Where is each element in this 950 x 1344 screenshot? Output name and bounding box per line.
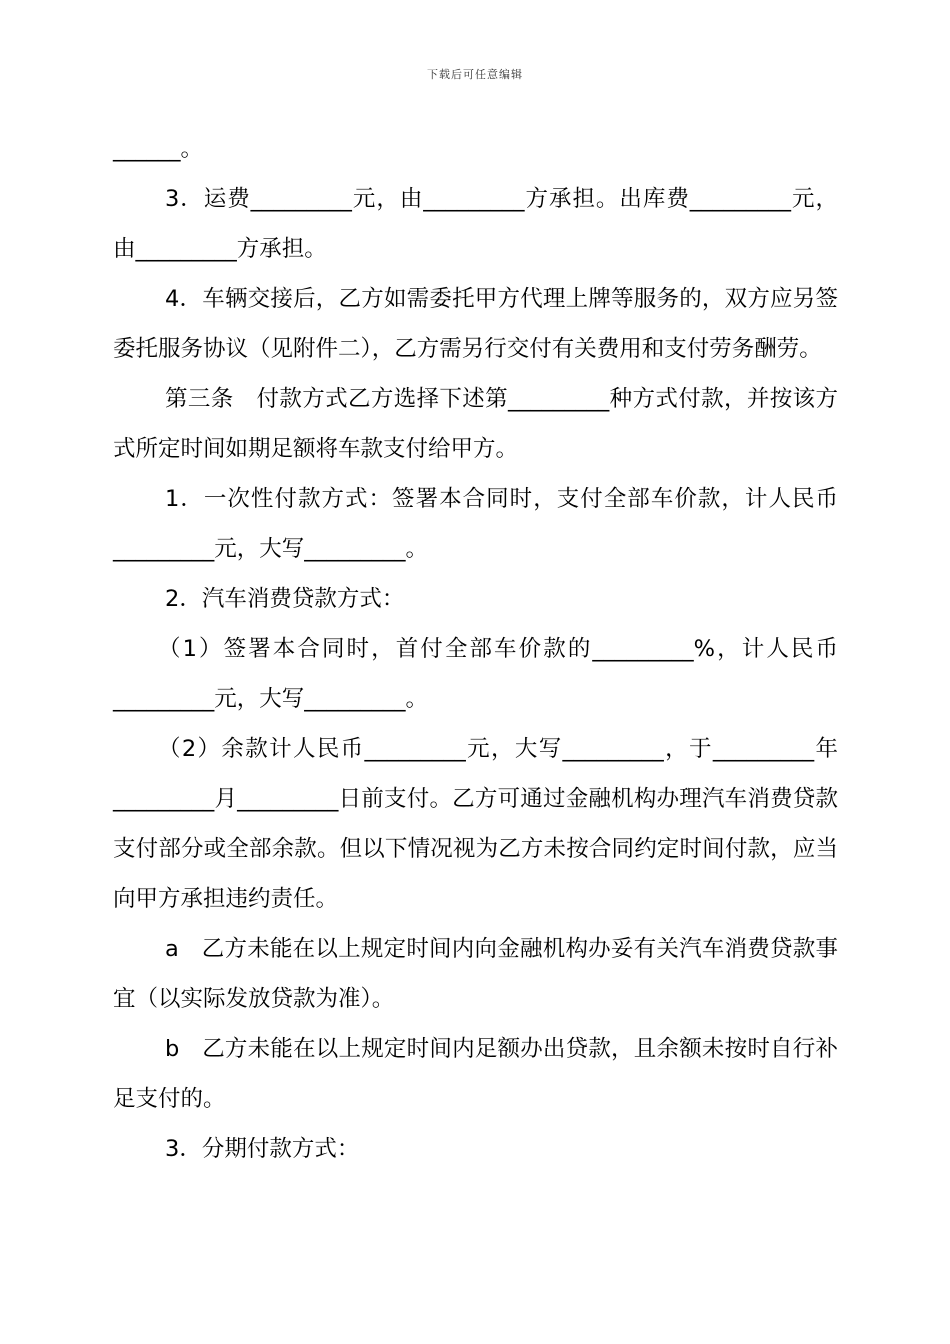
paragraph-item-b: b 乙方未能在以上规定时间内足额办出贷款，且余额未按时自行补足支付的。 xyxy=(113,1036,838,1112)
paragraph-item-a: a 乙方未能在以上规定时间内向金融机构办妥有关汽车消费贷款事宜（以实际发放贷款为准）。 xyxy=(113,936,838,1012)
paragraph-blank-continuation: ______。 xyxy=(113,136,204,162)
paragraph-installment: 3．分期付款方式： xyxy=(165,1136,360,1162)
paragraph-shipping-fee: 3．运费_________元，由_________方承担。出库费_________元，由_________方承担。 xyxy=(113,186,838,262)
paragraph-vehicle-handover: 4．车辆交接后，乙方如需委托甲方代理上牌等服务的，双方应另签委托服务协议（见附件二），乙方需另行交付有关费用和支付劳务酬劳。 xyxy=(113,286,838,362)
paragraph-auto-loan: 2．汽车消费贷款方式： xyxy=(165,586,405,612)
paragraph-lump-sum: 1．一次性付款方式：签署本合同时，支付全部车价款，计人民币_________元，大写_________。 xyxy=(113,486,838,562)
paragraph-balance: （2）余款计人民币_________元，大写_________，于_________年_________月_________日前支付。乙方可通过金融机构办理汽车消费贷款支付部分或全部余款。但以下情况视为乙方未按合同约定时间付款，应当向甲方承担违约责任。 xyxy=(113,736,838,912)
page-header: 下载后可任意编辑 xyxy=(427,68,523,81)
paragraph-article-three: 第三条 付款方式乙方选择下述第_________种方式付款，并按该方式所定时间如期足额将车款支付给甲方。 xyxy=(113,386,838,462)
paragraph-down-payment: （1）签署本合同时，首付全部车价款的_________%，计人民币_________元，大写_________。 xyxy=(113,636,838,712)
document-body xyxy=(113,124,838,1174)
